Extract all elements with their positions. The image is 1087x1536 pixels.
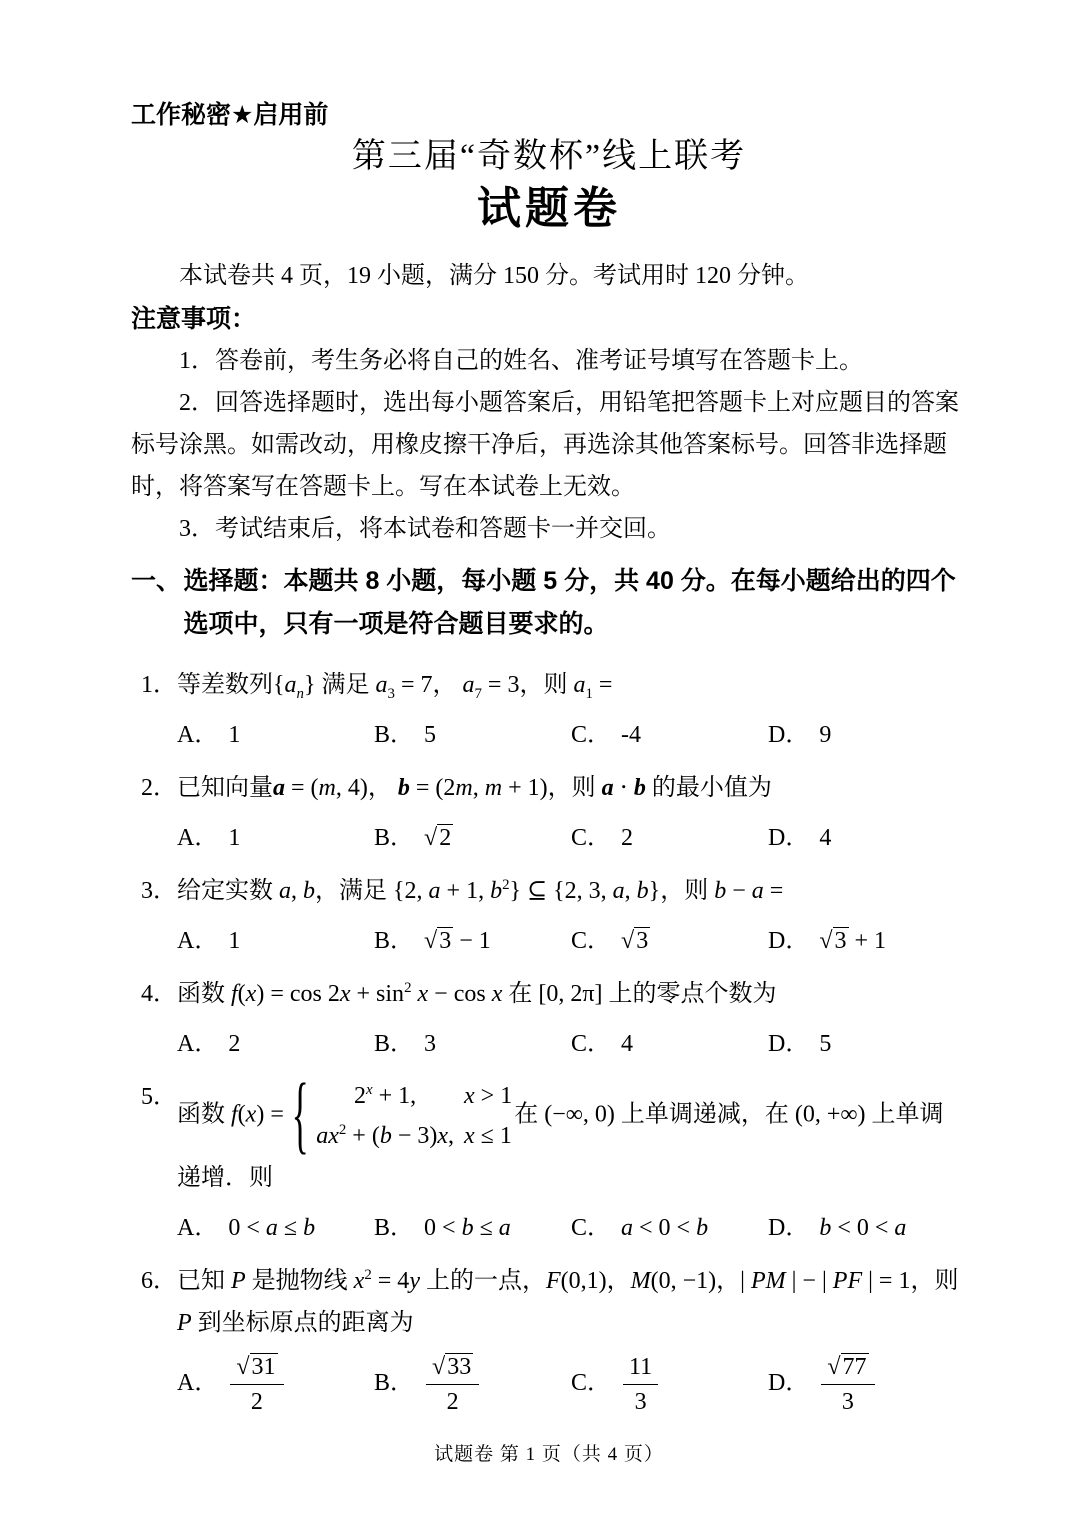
option-d (768, 714, 831, 749)
option-d (768, 817, 831, 852)
option-content: $\frac{√77}{3}$ (819, 1370, 876, 1396)
question-stem (131, 870, 967, 912)
option-content: 2 (621, 825, 634, 852)
question-text: 函数 $f(x) = \cos 2x + \sin^2 x - \cos x$ 在 [0, 2π] 上的零点个数为 (177, 980, 777, 1008)
option-b (374, 817, 571, 852)
option-content: √3 − 1 (424, 928, 491, 955)
option-label: B． (374, 1369, 415, 1396)
option-content: a < 0 < b (621, 1214, 709, 1241)
note-item-2: 2．回答选择题时，选出每小题答案后，用铅笔把答题卡上对应题目的答案标号涂黑。如需改动，用橡皮擦干净后，再选涂其他答案标号。回答非选择题时，将答案写在答题卡上。写在本试卷上无效。 (131, 390, 959, 501)
option-label: B． (374, 1031, 415, 1058)
option-label: D． (768, 722, 810, 749)
option-label: B． (374, 928, 415, 955)
question-text: 等差数列$\{a_n\}$ 满足 $a_3 = 7$， $a_7 = 3$，则 $a_1$ = (177, 672, 613, 703)
option-b (374, 1207, 571, 1242)
section-heading (131, 560, 967, 646)
option-label: B． (374, 825, 415, 852)
option-c (571, 817, 768, 852)
option-content: 0 < b ≤ a (424, 1214, 511, 1241)
question-stem (131, 973, 967, 1015)
question-number: 5． (141, 1084, 177, 1111)
option-content: 4 (819, 825, 832, 852)
option-d (768, 1023, 831, 1058)
option-a (177, 1352, 374, 1417)
option-label: A． (177, 825, 219, 852)
question-number: 4． (141, 981, 177, 1008)
question-options (131, 714, 967, 749)
question-options (131, 1023, 967, 1058)
option-label: C． (571, 825, 612, 852)
option-content: $\frac{√33}{2}$ (424, 1370, 481, 1396)
option-b (374, 920, 571, 955)
question-2 (131, 767, 967, 852)
option-label: A． (177, 722, 219, 749)
option-content: b < 0 < a (819, 1214, 907, 1241)
option-content: 3 (424, 1031, 437, 1058)
option-c (571, 714, 768, 749)
option-label: D． (768, 1369, 810, 1396)
question-1 (131, 664, 967, 749)
option-a (177, 920, 374, 955)
question-stem (131, 767, 967, 809)
option-content: 2 (228, 1031, 241, 1058)
classification-label: 工作秘密★启用前 (131, 101, 329, 129)
exam-title: 第三届“奇数杯”线上联考 (351, 138, 747, 175)
option-content: 4 (621, 1031, 634, 1058)
exam-subtitle: 试题卷 (477, 183, 621, 233)
option-label: A． (177, 1031, 219, 1058)
question-number: 6． (141, 1267, 177, 1294)
question-stem (131, 1068, 967, 1198)
option-d (768, 920, 886, 955)
option-label: C． (571, 1214, 612, 1241)
section-heading-text: 选择题：本题共 8 小题，每小题 5 分，共 40 分。在每小题给出的四个选项中，只有一项是符合题目要求的。 (183, 567, 956, 639)
option-content: -4 (621, 722, 642, 749)
notes-heading: 注意事项： (131, 305, 257, 334)
option-label: A． (177, 1214, 219, 1241)
option-content: √2 (424, 825, 452, 852)
option-label: C． (571, 928, 612, 955)
question-options (131, 1352, 967, 1417)
question-number: 2． (141, 775, 177, 802)
option-c (571, 1352, 768, 1417)
option-content: 0 < a ≤ b (228, 1214, 316, 1241)
option-content: $\frac{11}{3}$ (621, 1370, 660, 1396)
question-text: 已知向量a = (m, 4)， b = (2m, m + 1)，则 a ⋅ b 的最小值为 (177, 775, 772, 802)
question-number: 3． (141, 878, 177, 905)
option-content: √3 (621, 928, 649, 955)
question-options (131, 817, 967, 852)
option-content: 1 (228, 722, 241, 749)
option-label: D． (768, 825, 810, 852)
option-c (571, 1023, 768, 1058)
option-a (177, 714, 374, 749)
option-a (177, 817, 374, 852)
option-content: 5 (424, 722, 437, 749)
option-label: D． (768, 1031, 810, 1058)
question-6 (131, 1260, 967, 1417)
question-options (131, 1207, 967, 1242)
question-number: 1． (141, 672, 177, 699)
option-content: 1 (228, 928, 241, 955)
question-4 (131, 973, 967, 1058)
option-content: 5 (819, 1031, 832, 1058)
question-stem (131, 664, 967, 706)
question-text: 给定实数 a, b，满足 {2, a + 1, $b^2$} ⊆ {2, 3, a, b}，则 b − a = (177, 877, 784, 905)
option-label: C． (571, 1031, 612, 1058)
option-label: C． (571, 722, 612, 749)
option-b (374, 714, 571, 749)
question-3 (131, 870, 967, 955)
option-b (374, 1352, 571, 1417)
option-content: √3 + 1 (819, 928, 887, 955)
option-c (571, 1207, 768, 1242)
option-content: 9 (819, 722, 832, 749)
option-c (571, 920, 768, 955)
option-content: 1 (228, 825, 241, 852)
option-label: A． (177, 928, 219, 955)
option-d (768, 1207, 906, 1242)
note-item-1: 1．答卷前，考生务必将自己的姓名、准考证号填写在答题卡上。 (179, 348, 863, 375)
section-number: 一、 (131, 567, 182, 596)
option-a (177, 1207, 374, 1242)
option-label: D． (768, 1214, 810, 1241)
option-label: B． (374, 1214, 415, 1241)
question-text: 函数 f(x) = { $2^x + 1$, x > 1 $ax^2 + (b - 3)x$, x ≤ 1 在 (−∞, 0) 上单调递减，在 (0, +∞) 上单调递增．则 (177, 1068, 944, 1191)
exam-info: 本试卷共 4 页，19 小题，满分 150 分。考试用时 120 分钟。 (179, 263, 809, 290)
page-footer: 试题卷 第 1 页（共 4 页） (434, 1443, 664, 1465)
option-a (177, 1023, 374, 1058)
option-label: B． (374, 722, 415, 749)
option-label: A． (177, 1369, 219, 1396)
question-text: 已知 P 是抛物线 $x^2 = 4y$ 上的一点，F(0,1)，M(0, −1)，| PM | − | PF | = 1，则 P 到坐标原点的距离为 (177, 1266, 959, 1336)
option-content: $\frac{√31}{2}$ (228, 1370, 285, 1396)
note-item-3: 3．考试结束后，将本试卷和答题卡一并交回。 (179, 516, 671, 543)
option-b (374, 1023, 571, 1058)
option-label: D． (768, 928, 810, 955)
question-options (131, 920, 967, 955)
option-d (768, 1352, 877, 1417)
question-5 (131, 1068, 967, 1241)
option-label: C． (571, 1369, 612, 1396)
question-stem (131, 1260, 967, 1344)
